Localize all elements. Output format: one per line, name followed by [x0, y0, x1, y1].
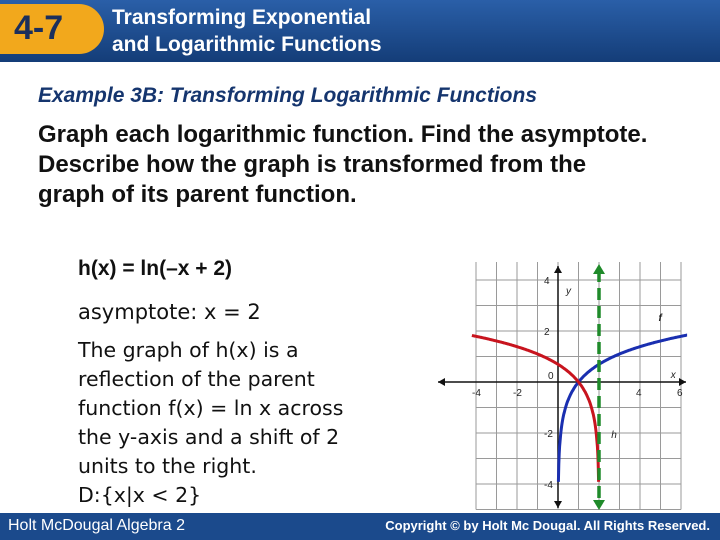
function-label: h(x) = ln(–x + 2) — [78, 257, 233, 280]
footer-publisher: Holt McDougal Algebra 2 — [8, 517, 185, 534]
x-tick-label: 4 — [636, 388, 642, 399]
y-tick-label: -4 — [544, 480, 553, 491]
description-line: function f(x) = ln x across — [78, 396, 344, 420]
axis-arrow — [679, 378, 686, 386]
lesson-number: 4-7 — [14, 9, 64, 47]
asymptote-arrow — [593, 500, 605, 510]
axis-arrow — [554, 266, 562, 273]
x-tick-label: -4 — [472, 388, 481, 399]
description-line: The graph of h(x) is a — [78, 338, 299, 362]
footer-copyright: Copyright © by Holt Mc Dougal. All Rights Reserved. — [385, 518, 710, 533]
x-axis-label: x — [670, 370, 676, 381]
example-title: Example 3B: Transforming Logarithmic Functions — [38, 84, 538, 107]
curve-h — [472, 336, 599, 482]
description-line: units to the right. — [78, 454, 257, 478]
description-line: reflection of the parent — [78, 367, 315, 391]
slide-footer — [0, 513, 720, 540]
description-line: the y-axis and a shift of 2 — [78, 425, 340, 449]
function-graph — [430, 262, 690, 512]
lesson-title — [112, 4, 382, 58]
instructions-text: Graph each logarithmic function. Find the asymptote. Describe how the graph is transformed from the graph of its parent function. — [38, 121, 648, 208]
y-tick-label: 2 — [544, 327, 550, 338]
lesson-title-line2: and Logarithmic Functions — [112, 33, 382, 56]
y-axis-label: y — [566, 286, 571, 297]
asymptote-arrow — [593, 264, 605, 274]
axis-arrow — [554, 501, 562, 508]
lesson-title-line1: Transforming Exponential — [112, 6, 372, 29]
grid — [476, 262, 681, 510]
slide-header — [0, 0, 720, 62]
description — [78, 336, 418, 510]
domain-line: D:{x|x < 2} — [78, 483, 202, 507]
curve-h-label: h — [611, 430, 617, 442]
axes — [438, 266, 686, 508]
axis-arrow — [438, 378, 445, 386]
x-tick-label: 6 — [677, 388, 683, 399]
lesson-badge — [0, 4, 104, 54]
asymptote-label: asymptote: x = 2 — [78, 300, 261, 324]
curve-f-label: f — [658, 312, 662, 324]
curve-f — [558, 335, 687, 482]
y-tick-label: 4 — [544, 276, 550, 287]
x-tick-label: -2 — [513, 388, 522, 399]
y-tick-label: -2 — [544, 429, 553, 440]
x-tick-label: 0 — [548, 371, 554, 382]
